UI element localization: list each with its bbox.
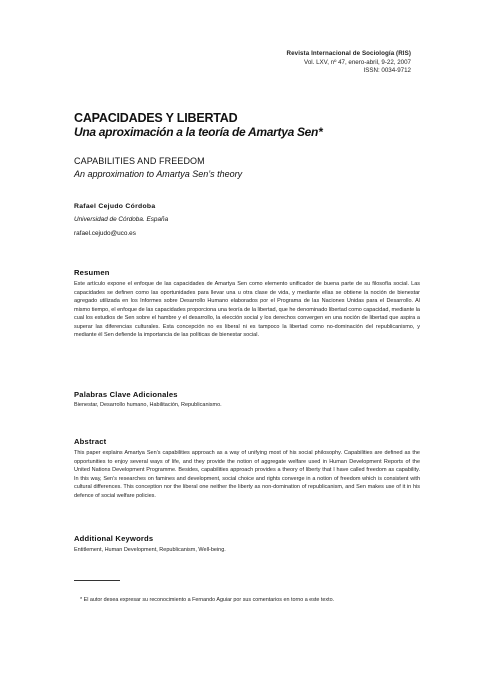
journal-name: Revista Internacional de Sociología (RIS) xyxy=(286,50,411,57)
abstract-heading: Abstract xyxy=(74,437,107,446)
author-name: Rafael Cejudo Córdoba xyxy=(74,203,156,210)
resumen-text: Este artículo expone el enfoque de las capacidades de Amartya Sen como elemento unificador de buena parte de su filosofía social. Las capacidades se definen como las oportunidades para llevar una u otra clase de vida, y mediante ellas se obtiene la noción de bienestar agregado utilizada en los Informes sobre Desarrollo Humano elaborados por el Programa de las Naciones Unidas para el Desarrollo. Al mismo tiempo, el enfoque de las capacidades proporciona una teoría de la libertad, que he denominado libertad como capacidad, mediante la cual los estudios de Sen sobre el hambre y el desarrollo, la elección social y los derechos convergen en una noción de libertad que aspira a superar las diferencias culturales. Esta concepción no es liberal ni es tampoco la libertad como no-dominación del republicanismo, y mediante él Sen defiende la importancia de las políticas de bienestar social. xyxy=(74,281,420,339)
author-email[interactable]: rafael.cejudo@uco.es xyxy=(74,230,136,237)
keywords-heading: Additional Keywords xyxy=(74,534,154,543)
journal-volume: Vol. LXV, nº 47, enero-abril, 9-22, 2007 xyxy=(304,58,411,66)
palabras-clave-heading: Palabras Clave Adicionales xyxy=(74,390,178,399)
footnote: * El autor desea expresar su reconocimiento a Fernando Aguiar por sus comentarios en torno a este texto. xyxy=(80,597,335,603)
subtitle-english: An approximation to Amartya Sen’s theory xyxy=(74,169,243,179)
title-english: CAPABILITIES AND FREEDOM xyxy=(74,156,205,166)
title-spanish: CAPACIDADES Y LIBERTAD xyxy=(74,111,238,125)
journal-issn: ISSN: 0034-9712 xyxy=(363,67,411,75)
subtitle-spanish: Una aproximación a la teoría de Amartya Sen* xyxy=(74,125,323,139)
keywords-text: Entitlement, Human Development, Republicanism, Well-being. xyxy=(74,547,226,553)
abstract-text: This paper explains Amartya Sen’s capabilities approach as a way of unifying most of his social philosophy. Capabilities are defined as the opportunities to enjoy several ways of life, and they provide the notion of aggregate welfare used in Human Development Reports of the United Nations Development Programme. Besides, capabilities approach provides a theory of liberty that I have called freedom as capability. In this way, Sen’s researches on famines and development, social choice and rights converge in a notion of freedom which is consistent with cultural differences. This conception nor the liberal one neither the liberty as non-domination of republicanism, and Sen makes use of it in his defence of social welfare policies. xyxy=(74,450,420,499)
journal-header xyxy=(287,50,411,76)
author-affiliation: Universidad de Córdoba. España xyxy=(74,216,169,223)
resumen-heading: Resumen xyxy=(74,268,110,277)
footnote-rule xyxy=(74,580,120,581)
palabras-clave-text: Bienestar, Desarrollo humano, Habilitación, Republicanismo. xyxy=(74,402,222,408)
